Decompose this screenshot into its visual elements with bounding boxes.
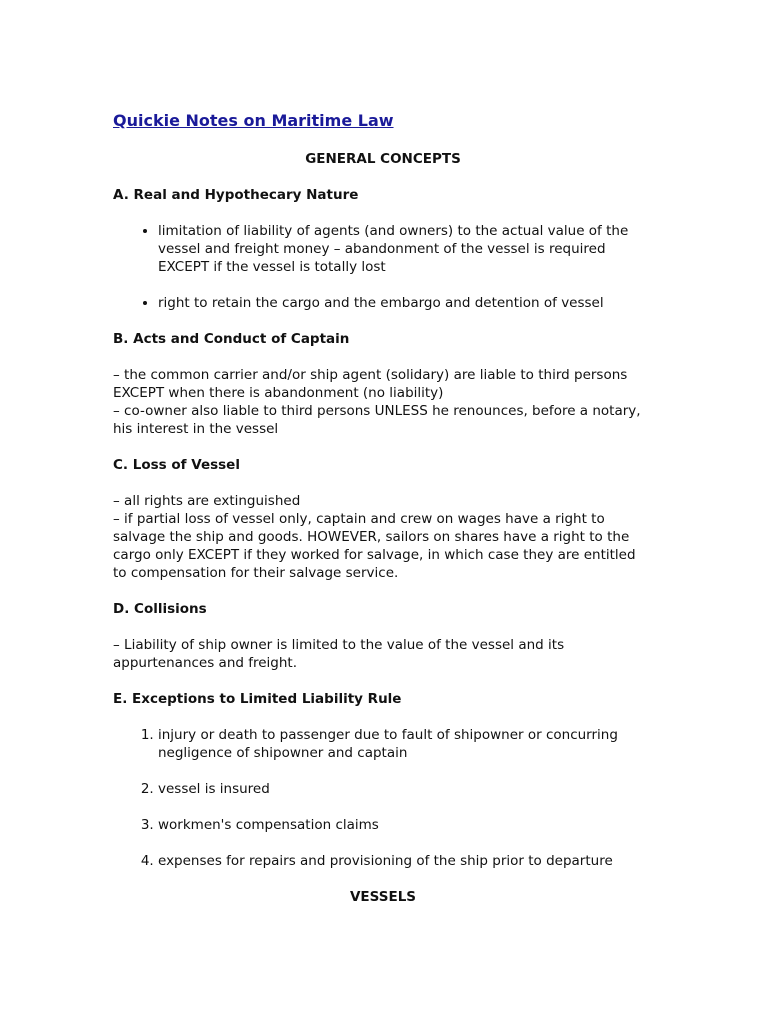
list-item: 4. expenses for repairs and provisioning of the ship prior to departure bbox=[158, 852, 653, 870]
vessels-heading: VESSELS bbox=[349, 889, 417, 905]
section-b-line: – the common carrier and/or ship agent (solidary) are liable to third persons EXCEPT when there is abandonment (no liability) bbox=[113, 367, 628, 401]
section-d-heading: D. Collisions bbox=[113, 601, 207, 617]
list-item: • right to retain the cargo and the embargo and detention of vessel bbox=[158, 294, 653, 312]
document-title-link[interactable]: Quickie Notes on Maritime Law bbox=[113, 111, 394, 130]
section-c-line: – if partial loss of vessel only, captain and crew on wages have a right to salvage the ship and goods. HOWEVER, sailors on shares have a right to the cargo only EXCEPT if they worked for salvage, in which case they are entitled to compensation for their salvage service. bbox=[113, 511, 636, 581]
section-a-heading: A. Real and Hypothecary Nature bbox=[113, 187, 359, 203]
document-body bbox=[113, 110, 653, 924]
list-item: 3. workmen's compensation claims bbox=[158, 816, 653, 834]
section-b-heading: B. Acts and Conduct of Captain bbox=[113, 331, 350, 347]
section-e-heading: E. Exceptions to Limited Liability Rule bbox=[113, 691, 402, 707]
section-c-paragraph bbox=[113, 492, 653, 582]
section-e-numbered-list bbox=[113, 726, 653, 870]
list-item: 1. injury or death to passenger due to fault of shipowner or concurring negligence of shipowner and captain bbox=[158, 726, 653, 762]
list-item: • limitation of liability of agents (and owners) to the actual value of the vessel and freight money – abandonment of the vessel is required EXCEPT if the vessel is totally lost bbox=[158, 222, 653, 276]
section-a-bullet-list bbox=[113, 222, 653, 312]
section-d-paragraph: – Liability of ship owner is limited to the value of the vessel and its appurtenances and freight. bbox=[113, 637, 565, 671]
general-concepts-heading: GENERAL CONCEPTS bbox=[305, 151, 461, 167]
list-item: 2. vessel is insured bbox=[158, 780, 653, 798]
section-c-heading: C. Loss of Vessel bbox=[113, 457, 240, 473]
section-b-line: – co-owner also liable to third persons UNLESS he renounces, before a notary, his interest in the vessel bbox=[113, 403, 641, 437]
section-c-line: – all rights are extinguished bbox=[113, 493, 301, 509]
section-b-paragraph bbox=[113, 366, 653, 438]
